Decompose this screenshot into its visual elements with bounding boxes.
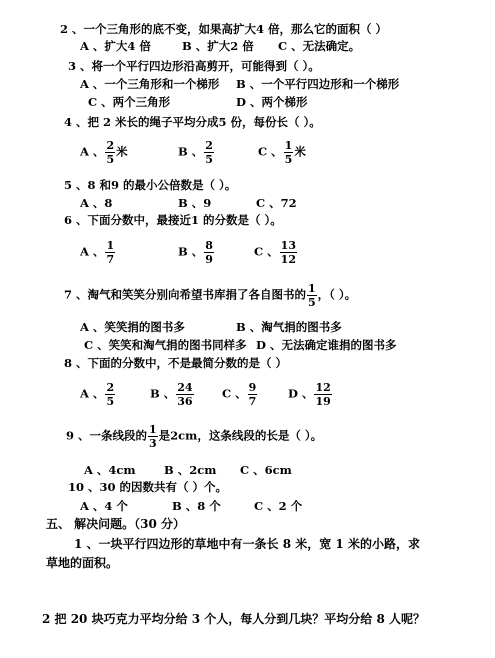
fraction: $\frac{1}{5}$ — [308, 282, 316, 309]
question-8-option-a — [80, 382, 116, 407]
fraction: $\frac{2}{5}$ — [106, 381, 115, 408]
question-2-option-a: A 、扩大4 倍 — [80, 39, 151, 53]
option-label: C 、 — [222, 386, 247, 401]
question-7-option-a: A 、笑笑捐的图书多 — [80, 320, 185, 334]
fraction: $\frac{1}{7}$ — [106, 239, 115, 266]
question-9-stem-start: 9 、一条线段的 — [66, 428, 148, 443]
question-6-option-b — [178, 240, 215, 265]
option-label: A 、 — [80, 244, 105, 259]
fraction: $\frac{24}{36}$ — [177, 381, 193, 408]
question-9-option-b: B 、2cm — [164, 463, 217, 477]
question-2-option-b: B 、扩大2 倍 — [182, 39, 254, 53]
question-8-stem: 8 、下面的分数中，不是最简分数的是（ ） — [64, 356, 288, 370]
question-7-stem-end: ，（ ）。 — [317, 287, 357, 302]
question-4-option-b — [178, 140, 215, 165]
question-3-stem: 3 、将一个平行四边形沿高剪开，可能得到（ ）。 — [68, 59, 320, 73]
question-2-stem: 2 、一个三角形的底不变，如果高扩大4 倍，那么它的面积（ ） — [60, 22, 388, 36]
question-7-option-d: D 、无法确定谁捐的图书多 — [256, 338, 397, 352]
fraction: $\frac{2}{5}$ — [106, 139, 115, 166]
option-label: D 、 — [288, 386, 314, 401]
question-10-option-c: C 、2 个 — [254, 499, 303, 513]
problem-1-line-1: 1 、一块平行四边形的草地中有一条长 8 米，宽 1 米的小路，求 — [74, 537, 420, 551]
question-6-option-c — [254, 240, 298, 265]
question-9-option-c: C 、6cm — [240, 463, 292, 477]
question-6-stem: 6 、下面分数中，最接近1 的分数是（ ）。 — [64, 213, 282, 227]
question-4-option-c — [258, 140, 306, 165]
question-3-option-b: B 、一个平行四边形和一个梯形 — [236, 77, 400, 91]
question-7-stem-start: 7 、淘气和笑笑分别向希望书库捐了各自图书的 — [64, 287, 307, 302]
fraction: $\frac{9}{7}$ — [248, 381, 257, 408]
question-5-stem: 5 、8 和9 的最小公倍数是（ ）。 — [64, 178, 237, 192]
section-5-heading: 五、 解决问题。（30 分） — [46, 517, 186, 531]
question-8-option-b — [150, 382, 195, 407]
fraction: $\frac{8}{9}$ — [205, 239, 213, 266]
unit: 米 — [116, 144, 128, 159]
question-9-stem — [66, 424, 322, 449]
option-label: C 、 — [258, 144, 283, 159]
problem-1-line-2: 草地的面积。 — [46, 556, 119, 570]
question-7-option-c: C 、笑笑和淘气捐的图书同样多 — [84, 338, 247, 352]
question-5-option-b: B 、9 — [178, 196, 212, 210]
question-5-option-a: A 、8 — [80, 196, 113, 210]
question-9-option-a: A 、4cm — [84, 463, 136, 477]
option-label: B 、 — [178, 244, 204, 259]
fraction: $\frac{2}{5}$ — [205, 139, 213, 166]
unit: 米 — [294, 144, 306, 159]
question-9-stem-end: 是2cm，这条线段的长是（ ）。 — [158, 428, 323, 443]
question-10-stem: 10 、30 的因数共有（ ）个。 — [68, 480, 228, 494]
option-label: B 、 — [178, 144, 204, 159]
fraction: $\frac{13}{12}$ — [280, 239, 296, 266]
option-label: A 、 — [80, 144, 105, 159]
question-10-option-b: B 、8 个 — [172, 499, 221, 513]
question-7-stem — [64, 283, 356, 308]
fraction: $\frac{12}{19}$ — [315, 381, 331, 408]
question-4-option-a — [80, 140, 128, 165]
question-3-option-c: C 、两个三角形 — [88, 95, 171, 109]
question-10-option-a: A 、4 个 — [80, 499, 128, 513]
option-label: C 、 — [254, 244, 279, 259]
option-label: A 、 — [80, 386, 105, 401]
question-5-option-c: C 、72 — [256, 196, 297, 210]
question-8-option-c — [222, 382, 258, 407]
question-8-option-d — [288, 382, 333, 407]
problem-2: 2 把 20 块巧克力平均分给 3 个人，每人分到几块？平均分给 8 人呢？ — [42, 612, 425, 626]
fraction: $\frac{1}{5}$ — [284, 139, 293, 166]
question-3-option-d: D 、两个梯形 — [236, 95, 308, 109]
question-2-option-c: C 、无法确定。 — [278, 39, 361, 53]
question-3-option-a: A 、一个三角形和一个梯形 — [80, 77, 220, 91]
question-6-option-a — [80, 240, 116, 265]
fraction: $\frac{1}{3}$ — [149, 423, 157, 450]
question-4-stem: 4 、把 2 米长的绳子平均分成5 份，每份长（ ）。 — [64, 115, 321, 129]
option-label: B 、 — [150, 386, 176, 401]
question-7-option-b: B 、淘气捐的图书多 — [236, 320, 342, 334]
